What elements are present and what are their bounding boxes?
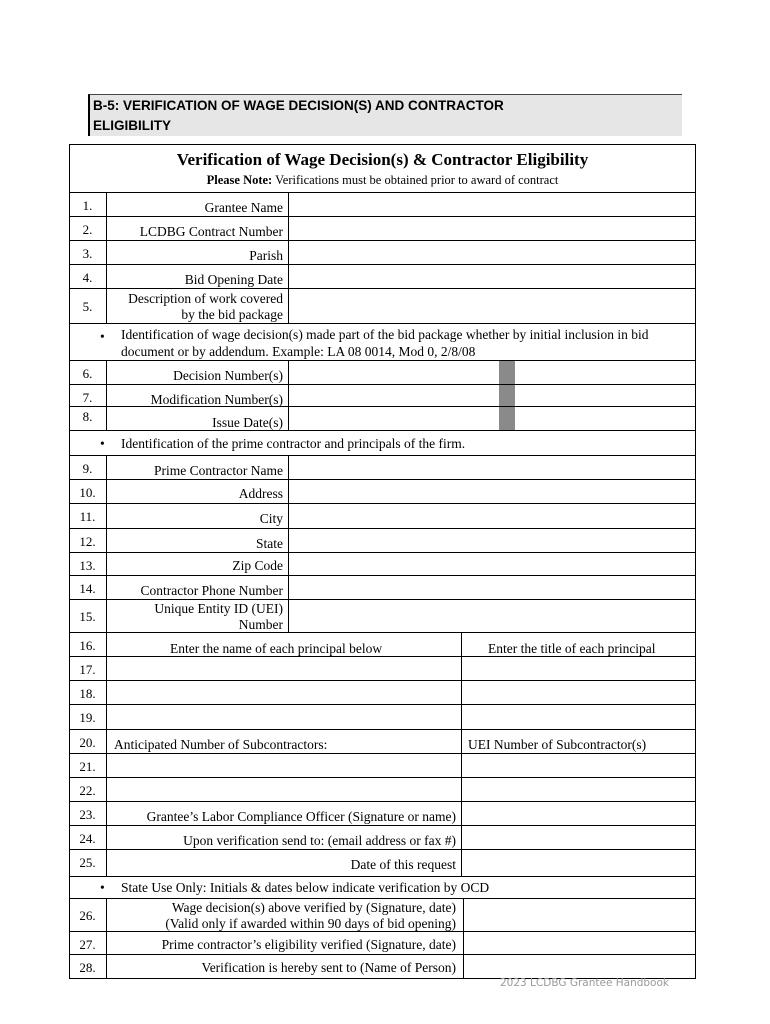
subcontractor-uei-label: UEI Number of Subcontractor(s) (468, 737, 647, 752)
form-row (69, 825, 696, 849)
row-number: 11. (79, 509, 96, 524)
section-header-line1: B-5: VERIFICATION OF WAGE DECISION(S) AND CONTRACTOR (93, 98, 504, 113)
row-label: LCDBG Contract Number (139, 224, 283, 239)
bullet-text: Identification of the prime contractor and principals of the firm. (121, 436, 466, 451)
form-row (69, 704, 696, 729)
bullet-icon: • (100, 436, 105, 451)
row-label: Prime contractor’s eligibility verified (Signature, date) (161, 937, 456, 952)
row-label-line2: (Valid only if awarded within 90 days of bid opening) (165, 916, 456, 931)
row-label-line1: Description of work covered (128, 291, 283, 306)
page-footer: 2023 LCDBG Grantee Handbook (500, 977, 669, 989)
bullet-text-line2: document or by addendum. Example: LA 08 0014, Mod 0, 2/8/08 (121, 344, 476, 359)
row-number: 15. (79, 609, 96, 624)
row-number: 3. (82, 246, 93, 261)
row-number: 19. (79, 710, 96, 725)
form-note (69, 173, 696, 188)
form-row (69, 479, 696, 503)
form-row (69, 954, 696, 979)
bullet-text: State Use Only: Initials & dates below indicate verification by OCD (121, 880, 490, 895)
row-number: 14. (79, 581, 96, 596)
row-number: 16. (79, 638, 96, 653)
form-row (69, 680, 696, 704)
row-number: 9. (82, 461, 93, 476)
row-label: Verification is hereby sent to (Name of Person) (201, 960, 456, 975)
row-label-line1: Wage decision(s) above verified by (Signature, date) (171, 900, 456, 915)
bullet-icon: • (100, 329, 105, 344)
form-row (69, 264, 696, 288)
bullet-icon: • (100, 880, 105, 895)
row-label (154, 601, 283, 633)
bullet-row (69, 323, 696, 360)
form-title: Verification of Wage Decision(s) & Contractor Eligibility (176, 150, 589, 169)
bullet-text (121, 326, 696, 360)
form-row (69, 552, 696, 575)
section-header-line2: ELIGIBILITY (93, 118, 172, 133)
row-number: 22. (79, 783, 96, 798)
form-row (69, 503, 696, 528)
row-number: 27. (79, 937, 96, 952)
row-label: Grantee’s Labor Compliance Officer (Signature or name) (146, 809, 456, 824)
row-label: Prime Contractor Name (154, 463, 283, 478)
row-number: 24. (79, 831, 96, 846)
row-label-line2: by the bid package (181, 307, 283, 322)
row-number: 7. (82, 390, 93, 405)
form-row (69, 216, 696, 240)
form-row (69, 729, 696, 753)
row-label: Zip Code (232, 558, 283, 573)
form-row (69, 656, 696, 680)
row-number: 6. (82, 366, 93, 381)
row-label: City (259, 511, 283, 526)
form-row (69, 288, 696, 323)
row-number: 21. (79, 759, 96, 774)
bullet-row (69, 430, 696, 455)
row-label (128, 291, 283, 323)
row-label: Parish (249, 248, 283, 263)
form-row (69, 192, 696, 216)
row-number: 12. (79, 534, 96, 549)
row-label: Bid Opening Date (184, 272, 283, 287)
row-number: 17. (79, 662, 96, 677)
row-number: 5. (82, 299, 93, 314)
subcontractor-count-label: Anticipated Number of Subcontractors: (114, 737, 328, 752)
row-number: 18. (79, 686, 96, 701)
form-row (69, 753, 696, 777)
row-number: 4. (82, 270, 93, 285)
row-label: Grantee Name (204, 200, 283, 215)
row-number: 13. (79, 558, 96, 573)
row-label: Address (238, 486, 283, 501)
row-label: Upon verification send to: (email address or fax #) (183, 833, 456, 848)
principal-title-header: Enter the title of each principal (488, 641, 656, 656)
form-row (69, 384, 696, 406)
form-row (69, 455, 696, 479)
row-number: 23. (79, 807, 96, 822)
row-number: 8. (82, 409, 93, 424)
row-label: Date of this request (350, 857, 456, 872)
row-number: 26. (79, 908, 96, 923)
form-row (69, 406, 696, 430)
form-row (69, 575, 696, 599)
form-row (69, 240, 696, 264)
bullet-text-line1: Identification of wage decision(s) made part of the bid package whether by initial inclusion in bid (121, 327, 649, 342)
row-number: 1. (82, 198, 93, 213)
bullet-row (69, 876, 696, 898)
form-row (69, 632, 696, 656)
form-row (69, 898, 696, 931)
principal-name-header: Enter the name of each principal below (170, 641, 383, 656)
row-label-line1: Unique Entity ID (UEI) (154, 601, 283, 616)
form-row (69, 801, 696, 825)
note-text: Verifications must be obtained prior to award of contract (272, 173, 559, 187)
row-number: 25. (79, 855, 96, 870)
row-number: 28. (79, 960, 96, 975)
form-row (69, 599, 696, 632)
form-row (69, 931, 696, 954)
row-label: Decision Number(s) (173, 368, 283, 383)
row-number: 10. (79, 485, 96, 500)
row-label (165, 900, 456, 932)
form-row (69, 360, 696, 384)
section-header (88, 94, 682, 136)
row-label: Modification Number(s) (150, 392, 283, 407)
row-label: Contractor Phone Number (140, 583, 283, 598)
row-label: Issue Date(s) (212, 415, 283, 430)
form-row (69, 849, 696, 876)
row-number: 20. (79, 735, 96, 750)
form-row (69, 528, 696, 552)
note-label: Please Note: (206, 173, 273, 187)
row-label: State (256, 536, 283, 551)
row-number: 2. (82, 222, 93, 237)
row-label-line2: Number (238, 617, 283, 632)
form-row (69, 777, 696, 801)
